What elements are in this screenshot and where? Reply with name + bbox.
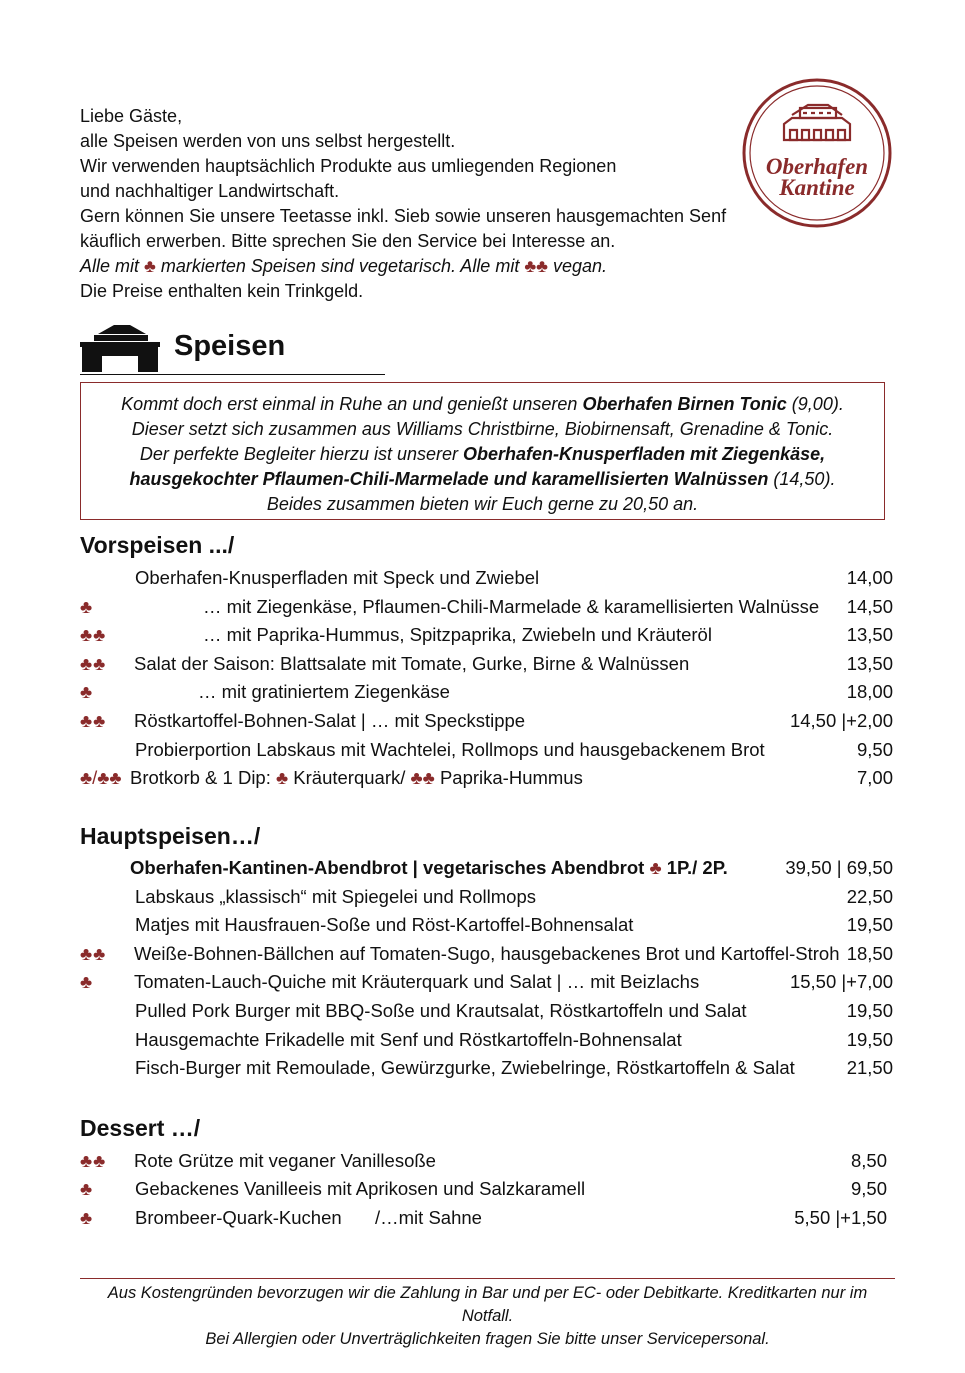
club-icon: ♣♣ <box>524 256 548 276</box>
club-icon: ♣ <box>80 971 94 992</box>
item-price: 8,50 <box>850 1150 887 1171</box>
menu-item <box>80 1054 893 1082</box>
intro-line: Wir verwenden hauptsächlich Produkte aus umliegenden Regionen <box>80 156 617 176</box>
vegetarian-note: Alle mit ♣ markierten Speisen sind vegetarisch. Alle mit ♣♣ vegan. <box>80 256 607 276</box>
menu-item <box>80 593 893 621</box>
club-icon: ♣♣ <box>80 653 107 674</box>
menu-item <box>80 911 893 939</box>
item-name: Matjes mit Hausfrauen-Soße und Röst-Kartoffel-Bohnensalat <box>135 914 634 935</box>
item-price: 13,50 <box>846 653 893 674</box>
item-name: Rote Grütze mit veganer Vanillesoße <box>134 1150 436 1171</box>
building-icon <box>80 322 160 372</box>
speisen-title: Speisen <box>174 330 286 362</box>
item-price: 15,50 |+7,00 <box>789 971 893 992</box>
menu-item <box>80 1026 893 1054</box>
item-name: Weiße-Bohnen-Bällchen auf Tomaten-Sugo, hausgebackenes Brot und Kartoffel-Stroh <box>134 943 840 964</box>
menu-item <box>80 1175 887 1203</box>
club-icon: ♣♣ <box>80 943 107 964</box>
menu-item <box>80 1204 887 1232</box>
menu-item <box>80 1147 887 1175</box>
menu-item <box>80 707 893 735</box>
club-icon: ♣♣ <box>410 767 435 788</box>
intro-line: alle Speisen werden von uns selbst hergestellt. <box>80 131 456 151</box>
menu-item <box>80 678 893 706</box>
item-price: 5,50 |+1,50 <box>794 1207 887 1228</box>
item-price: 9,50 <box>856 739 893 760</box>
intro-line: käuflich erwerben. Bitte sprechen Sie den Service bei Interesse an. <box>80 231 616 251</box>
menu-item <box>80 564 893 592</box>
menu-item <box>80 736 893 764</box>
promo-line: Dieser setzt sich zusammen aus Williams Christbirne, Biobirnensaft, Grenadine & Tonic. <box>131 419 834 439</box>
vorspeisen-title: Vorspeisen .../ <box>80 532 235 558</box>
svg-text:Kantine: Kantine <box>779 175 855 200</box>
club-icon: ♣ <box>80 681 94 702</box>
promo-line: Beides zusammen bieten wir Euch gerne zu 20,50 an. <box>266 494 699 514</box>
menu-item <box>80 968 893 996</box>
item-price: 39,50 | 69,50 <box>785 857 893 878</box>
item-price: 9,50 <box>850 1178 887 1199</box>
club-icon: ♣ <box>649 857 662 878</box>
footer-line: Bei Allergien oder Unverträglichkeiten fragen Sie bitte unser Servicepersonal. <box>205 1330 770 1348</box>
item-name: Probierportion Labskaus mit Wachtelei, Rollmops und hausgebackenem Brot <box>135 739 765 760</box>
footer-divider <box>80 1278 895 1279</box>
footer-line: Aus Kostengründen bevorzugen wir die Zahlung in Bar und per EC- oder Debitkarte. Kreditkarten nur im Notfall. <box>107 1284 868 1325</box>
item-name: Brotkorb & 1 Dip: ♣ Kräuterquark/ ♣♣ Paprika-Hummus <box>130 767 583 788</box>
item-price: 19,50 <box>846 1000 893 1021</box>
item-price: 19,50 <box>846 914 893 935</box>
item-price: 22,50 <box>846 886 893 907</box>
promo-line: Kommt doch erst einmal in Ruhe an und genießt unseren Oberhafen Birnen Tonic (9,00). <box>121 394 844 414</box>
item-price: 18,50 <box>846 943 893 964</box>
club-icon: ♣ <box>276 767 289 788</box>
speisen-heading <box>80 318 385 375</box>
oberhafen-kantine-logo <box>742 78 892 228</box>
club-icon: ♣/♣♣ <box>80 767 122 788</box>
tip-note: Die Preise enthalten kein Trinkgeld. <box>80 281 364 301</box>
intro-line: und nachhaltiger Landwirtschaft. <box>80 181 340 201</box>
item-price: 14,50 |+2,00 <box>789 710 893 731</box>
item-name: Salat der Saison: Blattsalate mit Tomate, Gurke, Birne & Walnüssen <box>134 653 690 674</box>
promo-line: hausgekochter Pflaumen-Chili-Marmelade und karamellisierten Walnüssen (14,50). <box>129 469 836 489</box>
menu-item-brotkorb <box>80 764 893 792</box>
item-name: Oberhafen-Kantinen-Abendbrot | vegetarisches Abendbrot ♣ 1P./ 2P. <box>130 857 728 878</box>
dessert-title: Dessert …/ <box>80 1115 201 1141</box>
svg-text:Oberhafen: Oberhafen <box>765 154 869 179</box>
item-name: Gebackenes Vanilleeis mit Aprikosen und Salzkaramell <box>135 1178 586 1199</box>
item-name: … mit Ziegenkäse, Pflaumen-Chili-Marmelade & karamellisierten Walnüsse <box>203 596 820 617</box>
item-price: 13,50 <box>846 624 893 645</box>
item-name: … mit Paprika-Hummus, Spitzpaprika, Zwiebeln und Kräuteröl <box>203 624 712 645</box>
menu-item-special <box>80 854 893 882</box>
hauptspeisen-title: Hauptspeisen…/ <box>80 823 261 849</box>
item-name: Labskaus „klassisch“ mit Spiegelei und Rollmops <box>135 886 537 907</box>
item-price: 21,50 <box>846 1057 893 1078</box>
intro-line: Gern können Sie unsere Teetasse inkl. Sieb sowie unseren hausgemachten Senf <box>80 206 727 226</box>
menu-item <box>80 940 893 968</box>
item-name: … mit gratiniertem Ziegenkäse <box>198 681 450 702</box>
item-price: 7,00 <box>856 767 893 788</box>
menu-item <box>80 997 893 1025</box>
menu-item <box>80 650 893 678</box>
menu-item <box>80 621 893 649</box>
intro-line: Liebe Gäste, <box>80 106 183 126</box>
club-icon: ♣♣ <box>80 624 107 645</box>
club-icon: ♣♣ <box>80 710 107 731</box>
promo-line: Der perfekte Begleiter hierzu ist unserer Oberhafen-Knusperfladen mit Ziegenkäse, <box>139 444 826 464</box>
club-icon: ♣ <box>80 1207 94 1228</box>
item-price: 14,00 <box>846 567 893 588</box>
club-icon: ♣♣ <box>80 1150 107 1171</box>
intro-text <box>80 104 740 304</box>
item-name: Oberhafen-Knusperfladen mit Speck und Zwiebel <box>135 567 540 588</box>
item-name: Fisch-Burger mit Remoulade, Gewürzgurke, Zwiebelringe, Röstkartoffeln & Salat <box>135 1057 795 1078</box>
item-price: 14,50 <box>846 596 893 617</box>
item-extra: /…mit Sahne <box>375 1207 482 1228</box>
club-icon: ♣ <box>80 596 94 617</box>
item-name: Pulled Pork Burger mit BBQ-Soße und Krautsalat, Röstkartoffeln und Salat <box>135 1000 747 1021</box>
menu-item <box>80 883 893 911</box>
item-name: Hausgemachte Frikadelle mit Senf und Röstkartoffeln-Bohnensalat <box>135 1029 682 1050</box>
item-name: Röstkartoffel-Bohnen-Salat | … mit Speckstippe <box>134 710 526 731</box>
item-name: Brombeer-Quark-Kuchen <box>135 1207 342 1228</box>
promo-box <box>80 382 885 520</box>
club-icon: ♣ <box>80 1178 94 1199</box>
item-price: 19,50 <box>846 1029 893 1050</box>
footer-note <box>80 1282 895 1351</box>
club-icon: ♣ <box>144 256 156 276</box>
item-price: 18,00 <box>846 681 893 702</box>
item-name: Tomaten-Lauch-Quiche mit Kräuterquark und Salat | … mit Beizlachs <box>134 971 700 992</box>
